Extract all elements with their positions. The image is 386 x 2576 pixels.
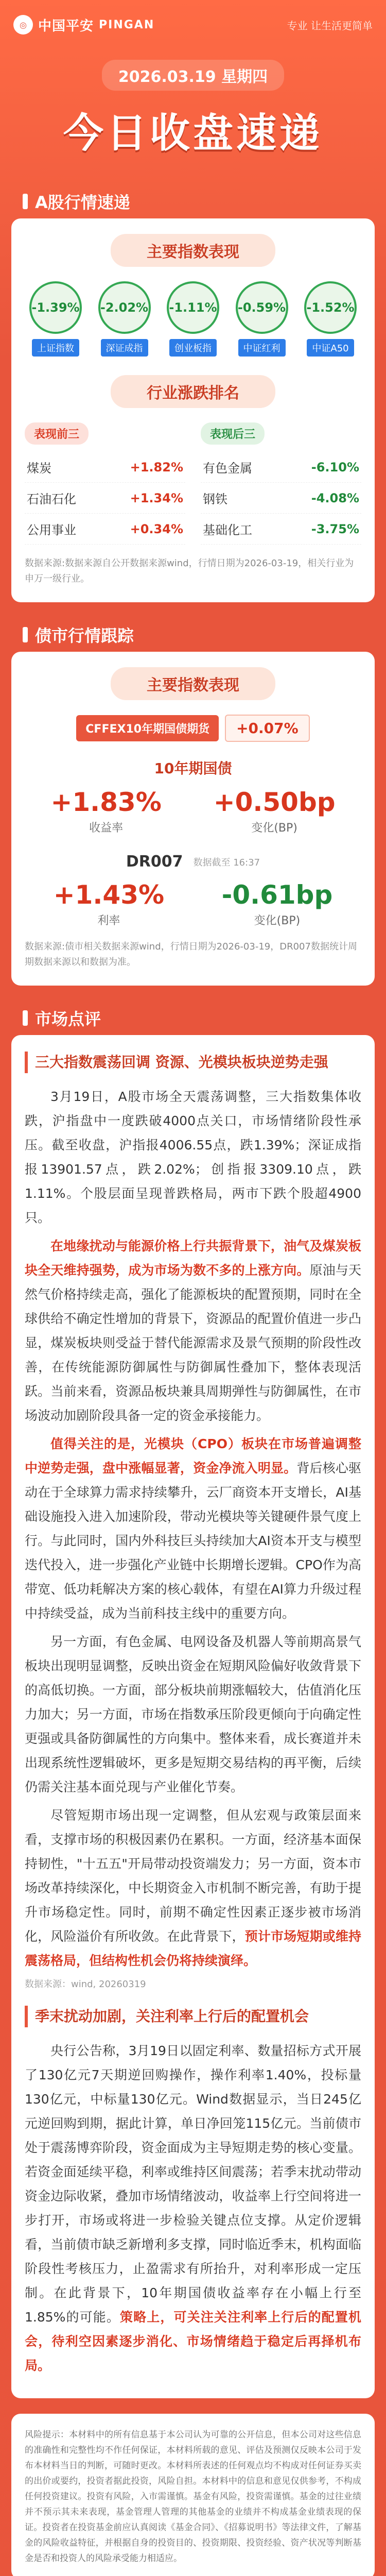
a-share-card xyxy=(11,218,375,602)
banner-marker xyxy=(23,1010,28,1026)
index-name: 上证指数 xyxy=(32,339,79,357)
dr007-rate: +1.43% xyxy=(53,880,165,910)
bond-card xyxy=(11,652,375,986)
commentary-paragraph xyxy=(25,1234,361,1428)
paragraph-text: 央行公告称，3月19日以固定利率、数量招标方式开展了130亿元7天期逆回购操作，操作利率1.40%，投标量130亿元，中标量130亿元。Wind数据显示，当日245亿元逆回购到期，据此计算，单日净回笼115亿元。当前债市处于震荡博弈阶段，资金面成为主导短期走势的核心变量。若资金面延续平稳，利率或维持区间震荡；若季末扰动带动资金边际收紧，叠加市场情绪波动，收益率上行空间将进一步打开，市场或将进一步检验关键点位支撑。从定价逻辑看，当前债市缺乏新增利多支撑，同时临近季末，机构面临阶段性考核压力，止盈需求有所抬升，对利率形成一定压制。在此背景下，10年期国债收益率存在小幅上行至1.85%的可能。 xyxy=(25,2043,361,2325)
dr007-values xyxy=(25,880,361,928)
sector-value: -4.08% xyxy=(311,490,359,505)
index-item xyxy=(94,281,155,357)
highlight-text: 值得关注的是，光模块（CPO）板块在市场普遍调整中逆势走强，盘中涨幅显著，资金净流入明显。 xyxy=(25,1436,361,1476)
y10-change-block xyxy=(214,787,336,835)
banner-label: A股行情速递 xyxy=(35,193,130,212)
sector-row xyxy=(201,483,361,514)
commentary-heading-2: 季末扰动加剧，关注利率上行后的配置机会 xyxy=(25,2006,361,2027)
index-list xyxy=(25,281,361,357)
banner-marker xyxy=(23,627,28,642)
highlight-text: 策略上，可关注关注利率上行后的配置机会，待利空因素逐步消化、市场情绪趋于稳定后再择机布局。 xyxy=(25,2310,361,2373)
bond-indices-title: 主要指数表现 xyxy=(111,667,275,700)
index-name: 中证A50 xyxy=(307,339,354,357)
brand xyxy=(13,15,154,35)
index-value: -2.02% xyxy=(98,281,151,334)
cffex-value: +0.07% xyxy=(225,715,310,742)
dr007-change-caption: 变化(BP) xyxy=(254,914,301,927)
sector-ranking xyxy=(25,422,361,545)
sector-title: 行业涨跌排名 xyxy=(111,375,275,408)
dr007-rate-caption: 利率 xyxy=(97,914,120,927)
index-value: -1.11% xyxy=(167,281,219,334)
paragraph-text: 原油与天然气价格持续走高，强化了能源板块的配置预期，同时在全球供给不确定性增加的背景下，资源品的配置价值进一步凸显，煤炭板块则受益于替代能源需求及景气预期的阶段性改善，在传统能源防御属性与防御属性叠加下，整体表现活跃。当前来看，资源品板块兼具周期弹性与防御属性，在市场波动加剧阶段具备一定的资金承接能力。 xyxy=(25,1263,361,1423)
sector-name: 基础化工 xyxy=(203,523,252,537)
index-name: 深证成指 xyxy=(101,339,148,357)
sector-value: -3.75% xyxy=(311,521,359,536)
sector-name: 钢铁 xyxy=(203,492,227,506)
sector-bottom-label: 表现后三 xyxy=(201,422,265,445)
commentary-paragraph: 另一方面，有色金属、电网设备及机器人等前期高景气板块出现明显调整，反映出资金在短期风险偏好收敛背景下的高低切换。一方面，部分板块前期涨幅较大，估值消化压力加大；另一方面，市场在指数承压阶段更倾向于向确定性更强或具备防御属性的方向集中。整体来看，成长赛道并未出现系统性逻辑破坏，更多是短期交易结构的再平衡，后续仍需关注基本面兑现与产业催化节奏。 xyxy=(25,1634,361,1794)
banner-label: 债市行情跟踪 xyxy=(35,626,134,646)
date-pill: 2026.03.19 星期四 xyxy=(102,60,284,91)
index-item xyxy=(162,281,224,357)
section-banner-a-share xyxy=(11,184,375,218)
sector-row xyxy=(25,483,185,514)
sector-value: +1.34% xyxy=(130,490,183,505)
brand-en: PINGAN xyxy=(99,18,155,31)
commentary-paragraph xyxy=(25,1432,361,1625)
y10-change: +0.50bp xyxy=(213,787,336,817)
index-value: -1.52% xyxy=(304,281,357,334)
tagline: 专业 让生活更简单 xyxy=(287,19,373,32)
y10-yield-caption: 收益率 xyxy=(89,822,124,835)
dr007-change-block xyxy=(222,880,333,928)
dr007-header xyxy=(25,853,361,871)
section-banner-bond xyxy=(11,618,375,652)
page-title: 今日收盘速递 xyxy=(63,110,323,157)
cffex-row xyxy=(25,715,361,742)
risk-disclaimer: 风险提示：本材料中的所有信息基于本公司认为可靠的公开信息，但本公司对这些信息的准确性和完整性均不作任何保证，本材料所载的意见、评估及预测仅反映本公司于发布本材料当日的判断，可随时更改。本材料所表述的任何观点均不构成对任何证券买卖的出价或要约，投资者据此投资，风险自担。本材料中的信息和意见仅供参考，不构成任何投资建议。投资有风险，入市需谨慎。基金有风险，投资需谨慎。基金的过往业绩并不预示其未来表现，基金管理人管理的其他基金的业绩并不构成基金业绩表现的保证。投资者在投资基金前应认真阅读《基金合同》、《招募说明书》等法律文件，了解基金的风险收益特征，并根据自身的投资目的、投资期限、投资经验、资产状况等判断基金是否和投资人的风险承受能力相适应。 xyxy=(25,2430,361,2564)
sector-bottom-column xyxy=(201,422,361,545)
y10-yield-block xyxy=(50,787,161,835)
y10-title: 10年期国债 xyxy=(154,760,232,777)
section-banner-commentary xyxy=(11,1001,375,1035)
index-value: -0.59% xyxy=(236,281,288,334)
dr007-rate-block xyxy=(54,880,164,928)
sector-top-column xyxy=(25,422,185,545)
dr007-time: 数据截至 16:37 xyxy=(193,857,260,868)
index-value: -1.39% xyxy=(29,281,82,334)
commentary-heading-1: 三大指数震荡回调 资源、光模块板块逆势走强 xyxy=(25,1052,361,1073)
commentary-source: 数据来源：wind, 20260319 xyxy=(25,1979,146,1990)
index-name: 中证红利 xyxy=(238,339,286,357)
highlight-text: 预计市场短期或维持震荡格局，但结构性机会仍将持续演绎。 xyxy=(25,1929,361,1968)
y10-section xyxy=(25,757,361,835)
index-item xyxy=(25,281,86,357)
sector-value: -6.10% xyxy=(311,460,359,474)
highlight-text: 在地缘扰动与能源价格上行共振背景下，油气及煤炭板块全天维持强势，成为市场为数不多的上涨方向。 xyxy=(25,1239,361,1278)
sector-row xyxy=(25,514,185,545)
sector-name: 有色金属 xyxy=(203,461,252,476)
sector-name: 公用事业 xyxy=(27,523,76,537)
dr007-change: -0.61bp xyxy=(221,880,333,910)
index-name: 创业板指 xyxy=(169,339,217,357)
sector-row xyxy=(201,514,361,545)
sector-name: 石油石化 xyxy=(27,492,76,506)
bond-data-note: 数据来源:债市相关数据来源wind，行情日期为2026-03-19，DR007数据统计周期数据来源以和数据为准。 xyxy=(25,941,357,968)
banner-marker xyxy=(23,194,28,209)
pingan-logo-icon: ◎ xyxy=(13,15,33,35)
y10-values xyxy=(25,787,361,835)
sector-row xyxy=(25,452,185,483)
paragraph-text: 尽管短期市场出现一定调整，但从宏观与政策层面来看，支撑市场的积极因素仍在累积。一方面，经济基本面保持韧性，"十五五"开局带动投资端发力；另一方面，资本市场改革持续深化，中长期资金入市机制不断完善，有助于提升市场稳定性。同时，前期不确定性因素正逐步被市场消化，风险溢价有所收敛。在此背景下， xyxy=(25,1808,361,1944)
y10-yield: +1.83% xyxy=(50,787,162,817)
banner-label: 市场点评 xyxy=(35,1009,101,1029)
index-item xyxy=(231,281,293,357)
commentary-paragraph xyxy=(25,2039,361,2378)
index-item xyxy=(300,281,361,357)
indices-title: 主要指数表现 xyxy=(111,234,275,267)
disclaimer-card xyxy=(11,2414,375,2576)
data-source-note: 数据来源:数据来源自公开数据来源wind，行情日期为2026-03-19，相关行业为申万一级行业。 xyxy=(25,558,354,584)
sector-row xyxy=(201,452,361,483)
commentary-paragraph: 3月19日，A股市场全天震荡调整，三大指数集体收跌，沪指盘中一度跌破4000点关口，市场情绪阶段性承压。截至收盘，沪指报4006.55点，跌1.39%；深证成指报13901.57点，跌2.02%；创指报3309.10点，跌1.11%。个股层面呈现普跌格局，两市下跌个股超4900只。 xyxy=(25,1089,361,1225)
y10-change-caption: 变化(BP) xyxy=(251,822,297,835)
sector-value: +1.82% xyxy=(130,460,183,474)
sector-value: +0.34% xyxy=(130,521,183,536)
hero xyxy=(0,49,386,184)
cffex-label: CFFEX10年期国债期货 xyxy=(76,715,219,741)
sector-name: 煤炭 xyxy=(27,461,51,476)
paragraph-text: 背后核心驱动在于全球算力需求持续攀升，云厂商资本开支增长，AI基础设施投入进入加速阶段，带动光模块等关键硬件景气度上行。与此同时，国内外科技巨头持续加大AI资本开支与模型迭代投入，进一步强化产业链中长期增长逻辑。CPO作为高带宽、低功耗解决方案的核心载体，有望在AI算力升级过程中持续受益，成为当前科技主线中的重要方向。 xyxy=(25,1461,361,1621)
sector-top-label: 表现前三 xyxy=(25,422,89,445)
top-bar xyxy=(0,0,386,49)
dr007-title: DR007 xyxy=(126,853,183,871)
commentary-card xyxy=(11,1035,375,2398)
commentary-paragraph xyxy=(25,1803,361,1973)
brand-cn: 中国平安 xyxy=(38,18,94,34)
